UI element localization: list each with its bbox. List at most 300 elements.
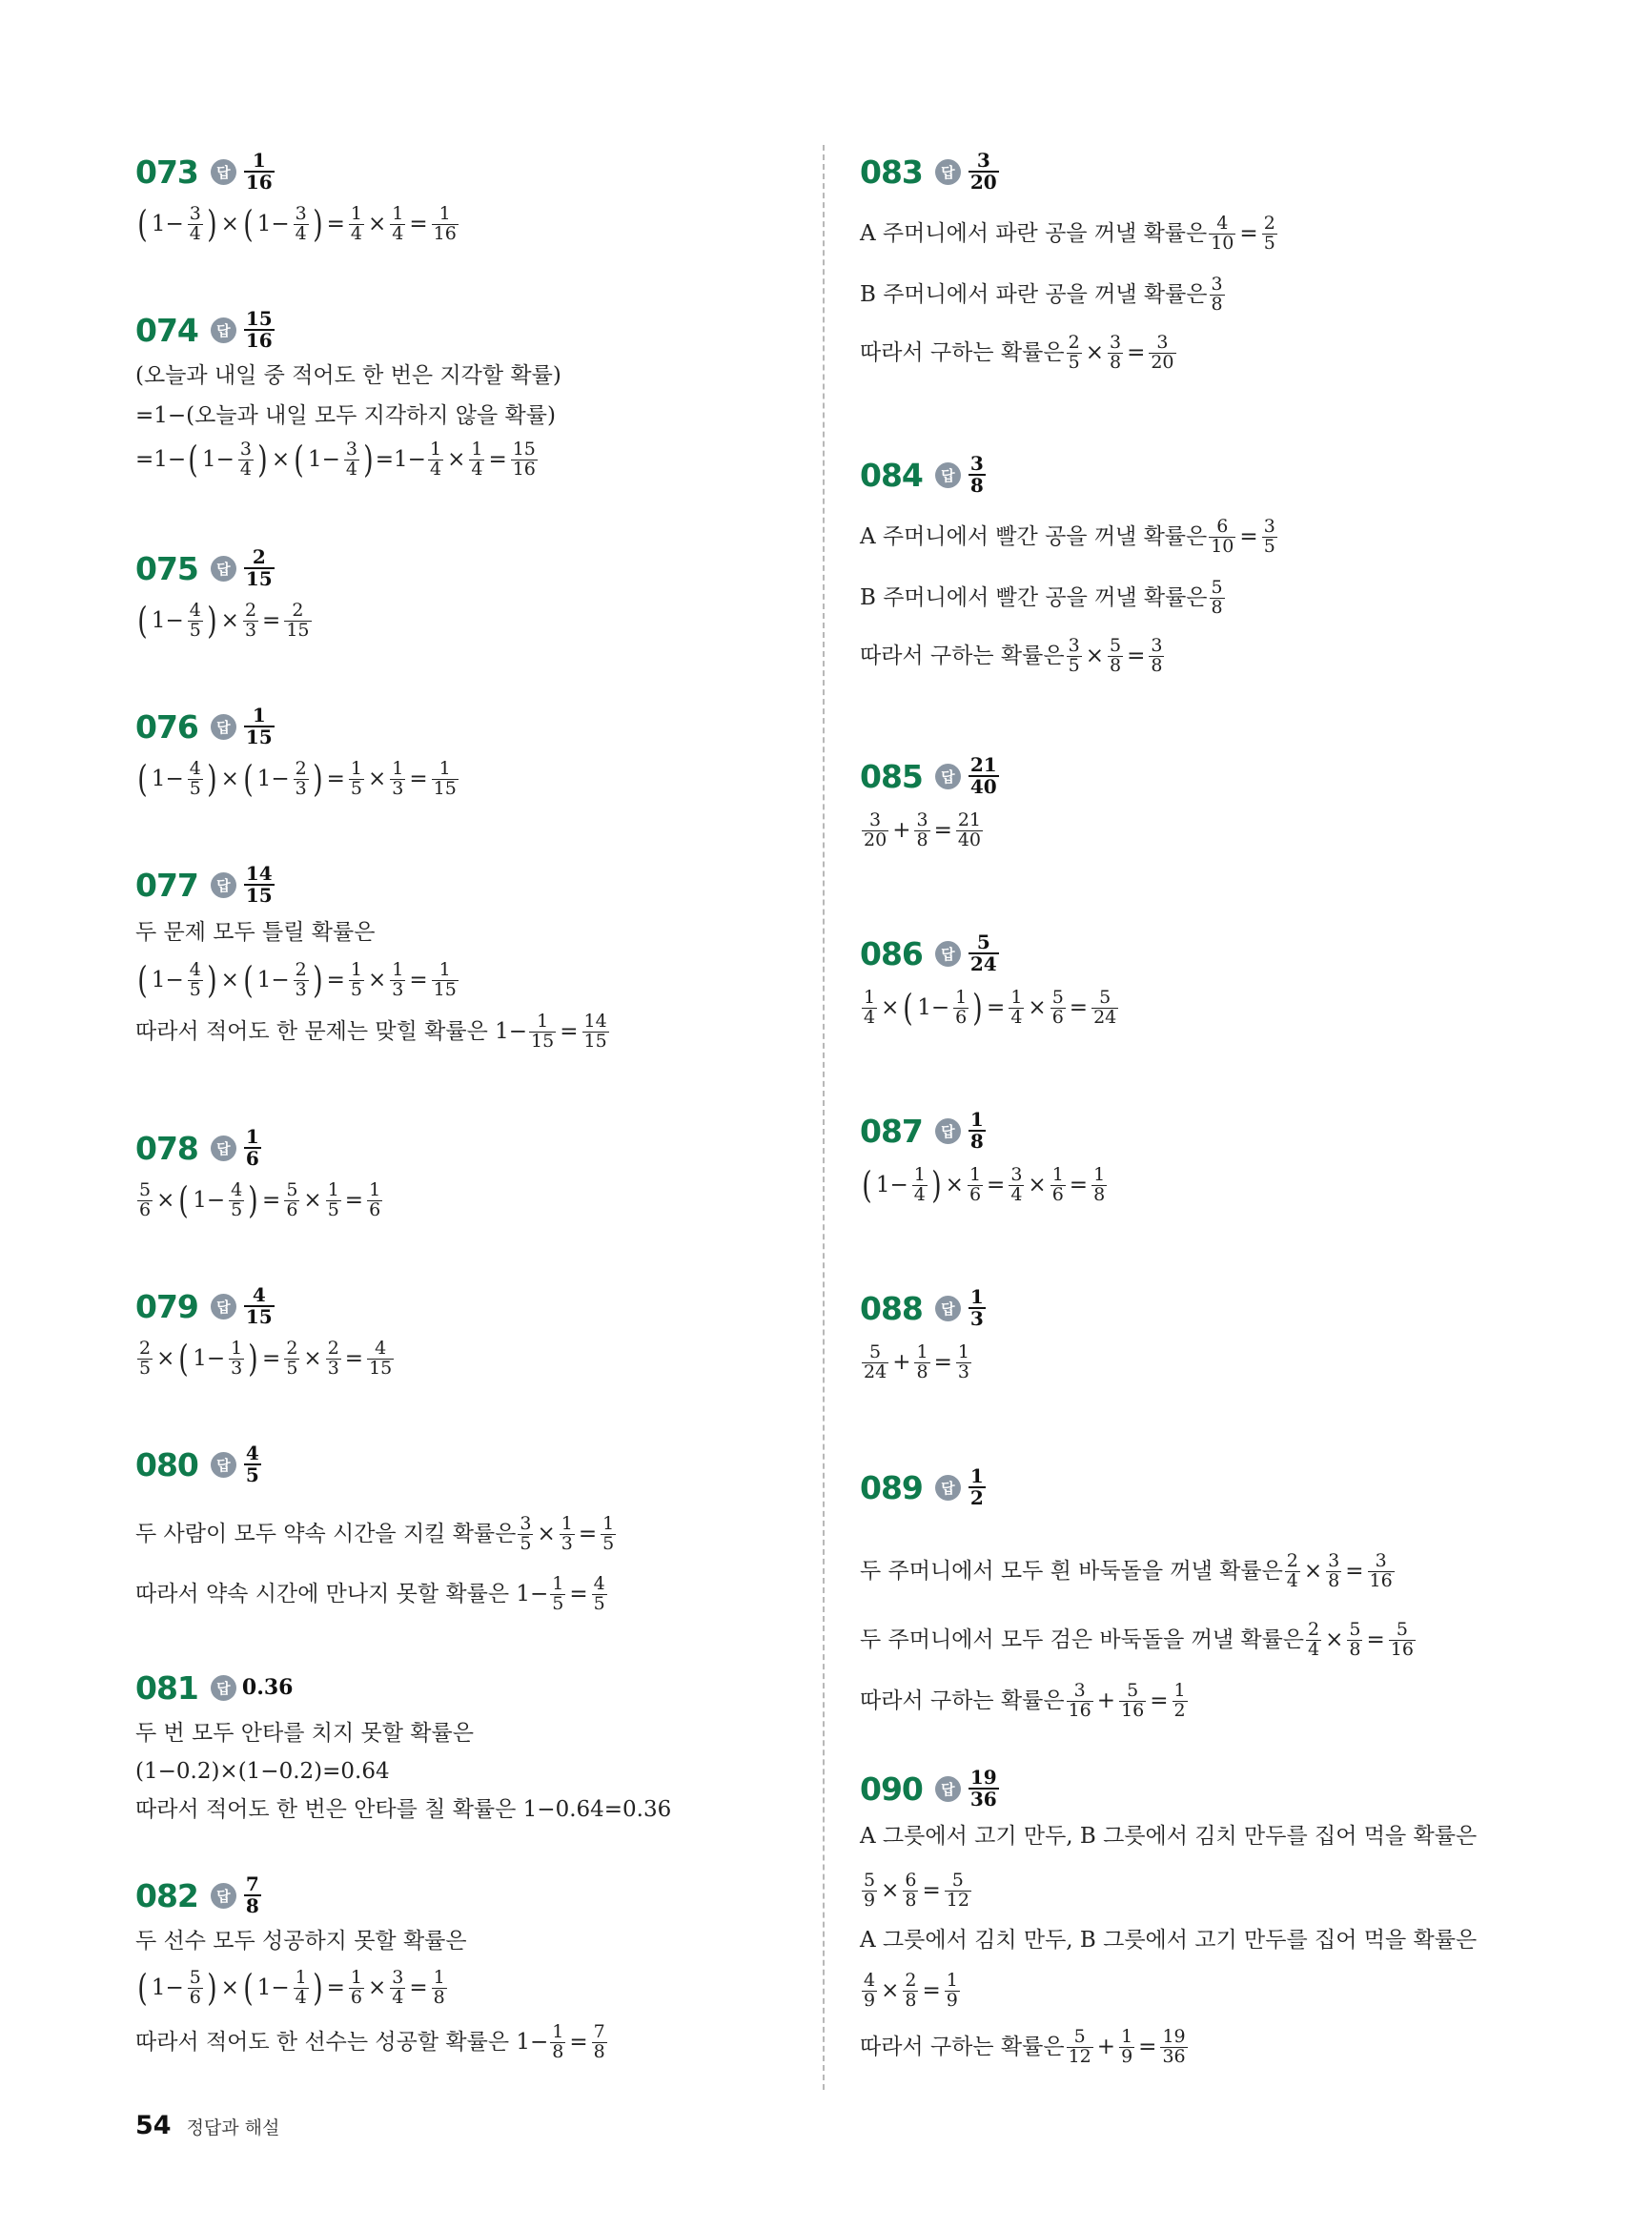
answer-fraction bbox=[969, 454, 986, 496]
denominator: 16 bbox=[1390, 1638, 1414, 1660]
numerator: 5 bbox=[189, 1966, 201, 1988]
text-run: × bbox=[945, 1172, 964, 1197]
right-paren: ) bbox=[312, 1967, 323, 2009]
text-run: = bbox=[987, 1172, 1006, 1197]
text-run: × bbox=[1028, 1172, 1047, 1197]
fraction bbox=[294, 1966, 309, 2008]
problem-076 bbox=[135, 700, 793, 805]
denominator: 8 bbox=[1328, 1569, 1340, 1591]
answer-value bbox=[967, 932, 1001, 974]
numerator: 21 bbox=[957, 808, 982, 830]
fraction bbox=[1173, 1679, 1188, 1721]
fraction bbox=[367, 1337, 394, 1379]
text-run: 1− bbox=[151, 766, 184, 791]
left-paren: ( bbox=[243, 203, 254, 245]
text-run: × bbox=[447, 446, 466, 472]
answer-denominator: 16 bbox=[245, 329, 273, 352]
answer-value bbox=[967, 1287, 988, 1329]
denominator: 3 bbox=[295, 777, 307, 799]
footer-label: 정답과 해설 bbox=[186, 2117, 280, 2138]
problem-078 bbox=[135, 1121, 793, 1226]
denominator: 5 bbox=[1263, 232, 1275, 254]
right-paren: ) bbox=[207, 600, 217, 642]
problem-header bbox=[860, 145, 1518, 198]
fraction bbox=[367, 1178, 382, 1220]
left-paren: ( bbox=[137, 959, 148, 1001]
denominator: 8 bbox=[1093, 1183, 1106, 1205]
denominator: 6 bbox=[1051, 1006, 1064, 1028]
numerator: 1 bbox=[350, 757, 362, 779]
denominator: 8 bbox=[552, 2040, 564, 2062]
denominator: 4 bbox=[864, 1006, 876, 1028]
numerator: 1 bbox=[957, 1340, 969, 1362]
text-run: = bbox=[987, 994, 1006, 1020]
solution-line bbox=[860, 326, 1518, 379]
answer-badge: 답 bbox=[211, 317, 236, 343]
text-run: × bbox=[881, 994, 900, 1020]
answer-denominator: 2 bbox=[969, 1486, 984, 1509]
numerator: 1 bbox=[1051, 1163, 1064, 1185]
answer-value bbox=[242, 1127, 263, 1169]
denominator: 36 bbox=[1162, 2045, 1186, 2067]
denominator: 5 bbox=[520, 1532, 532, 1554]
fraction bbox=[229, 1178, 244, 1220]
numerator: 19 bbox=[1162, 2025, 1186, 2047]
problem-number: 080 bbox=[135, 1445, 198, 1483]
answer-badge: 답 bbox=[935, 1118, 961, 1144]
problem-header bbox=[860, 1461, 1518, 1514]
text-run: A 주머니에서 빨간 공을 꺼낼 확률은 bbox=[860, 523, 1208, 549]
solution-line bbox=[135, 198, 793, 250]
answer-fraction bbox=[969, 932, 999, 974]
numerator: 1 bbox=[864, 986, 876, 1008]
solution-line bbox=[860, 803, 1518, 858]
denominator: 10 bbox=[1211, 535, 1234, 557]
text-run: × bbox=[220, 1974, 239, 2000]
numerator: 4 bbox=[1216, 212, 1229, 234]
numerator: 1 bbox=[1093, 1163, 1106, 1185]
fraction bbox=[390, 757, 405, 799]
numerator: 4 bbox=[189, 599, 201, 621]
answer-value bbox=[242, 706, 276, 747]
text-run: = bbox=[344, 1345, 364, 1371]
text-run: 1− bbox=[256, 967, 290, 992]
solution-line bbox=[860, 1670, 1518, 1731]
text-run: × bbox=[367, 967, 387, 992]
problem-header bbox=[135, 700, 793, 753]
denominator: 16 bbox=[1068, 1699, 1091, 1721]
numerator: 1 bbox=[438, 757, 451, 779]
denominator: 4 bbox=[295, 1986, 307, 2008]
numerator: 5 bbox=[951, 1869, 964, 1891]
answer-badge: 답 bbox=[211, 1452, 236, 1478]
denominator: 6 bbox=[1051, 1183, 1064, 1205]
right-paren: ) bbox=[312, 959, 323, 1001]
fraction bbox=[284, 1337, 299, 1379]
fraction bbox=[1209, 515, 1235, 557]
fraction bbox=[1009, 986, 1024, 1028]
fraction bbox=[582, 1010, 609, 1052]
answer-denominator: 3 bbox=[969, 1307, 984, 1330]
fraction bbox=[1149, 331, 1175, 373]
page-number: 54 bbox=[135, 2111, 172, 2140]
answer-fraction bbox=[244, 309, 275, 351]
problem-number: 076 bbox=[135, 707, 198, 746]
problem-number: 082 bbox=[135, 1876, 198, 1914]
text-run: = bbox=[409, 1974, 428, 2000]
denominator: 5 bbox=[231, 1198, 243, 1220]
fraction bbox=[284, 599, 311, 641]
answer-badge: 답 bbox=[211, 1294, 236, 1320]
denominator: 5 bbox=[1068, 654, 1080, 676]
numerator: 2 bbox=[1068, 331, 1080, 353]
answer-badge: 답 bbox=[935, 1296, 961, 1321]
text-run: × bbox=[220, 967, 239, 992]
text-run: =1− bbox=[135, 446, 187, 472]
answer-numerator: 1 bbox=[252, 149, 266, 172]
answer-numerator: 1 bbox=[252, 704, 266, 726]
text-run: 따라서 적어도 한 번은 안타를 칠 확률은 1−0.64=0.36 bbox=[135, 1796, 672, 1822]
denominator: 3 bbox=[295, 978, 307, 1000]
answer-denominator: 36 bbox=[969, 1788, 997, 1811]
denominator: 5 bbox=[189, 619, 201, 641]
fraction bbox=[1389, 1618, 1416, 1660]
problem-number: 088 bbox=[860, 1289, 923, 1327]
text-run: + bbox=[892, 817, 911, 843]
answer-numerator: 2 bbox=[252, 545, 266, 568]
fraction bbox=[188, 1966, 203, 2008]
denominator: 9 bbox=[1121, 2045, 1133, 2067]
fraction bbox=[344, 440, 359, 480]
denominator: 20 bbox=[1151, 351, 1174, 373]
numerator: 2 bbox=[1286, 1549, 1298, 1571]
fraction bbox=[1209, 212, 1235, 254]
answer-fraction bbox=[244, 1874, 261, 1916]
numerator: 3 bbox=[1156, 331, 1169, 353]
answer-numerator: 14 bbox=[245, 862, 273, 885]
left-paren: ( bbox=[294, 439, 304, 481]
denominator: 5 bbox=[602, 1532, 615, 1554]
denominator: 3 bbox=[561, 1532, 573, 1554]
problem-number: 084 bbox=[860, 456, 923, 494]
fraction bbox=[1347, 1618, 1362, 1660]
text-run: B 주머니에서 빨간 공을 꺼낼 확률은 bbox=[860, 584, 1208, 610]
problem-number: 078 bbox=[135, 1129, 198, 1167]
problem-085 bbox=[860, 749, 1518, 858]
fraction bbox=[390, 202, 405, 244]
fraction bbox=[188, 599, 203, 641]
text-run: 1− bbox=[193, 1187, 226, 1213]
problem-number: 090 bbox=[860, 1770, 923, 1808]
denominator: 4 bbox=[1010, 1183, 1023, 1205]
answer-fraction bbox=[244, 706, 275, 747]
fraction bbox=[1368, 1549, 1395, 1591]
denominator: 9 bbox=[864, 1889, 876, 1911]
numerator: 15 bbox=[512, 438, 536, 460]
fraction bbox=[137, 1178, 153, 1220]
numerator: 5 bbox=[1051, 986, 1064, 1008]
text-run: = bbox=[922, 1877, 941, 1903]
answer-fraction bbox=[969, 1287, 986, 1329]
numerator: 2 bbox=[286, 1337, 298, 1359]
denominator: 8 bbox=[1151, 654, 1163, 676]
denominator: 5 bbox=[286, 1357, 298, 1379]
denominator: 6 bbox=[139, 1198, 152, 1220]
text-run: = bbox=[560, 1018, 579, 1044]
numerator: 5 bbox=[1211, 576, 1223, 598]
text-run: 1− bbox=[307, 446, 340, 472]
denominator: 8 bbox=[1109, 654, 1122, 676]
solution-line bbox=[860, 204, 1518, 263]
fraction bbox=[1108, 634, 1123, 676]
fraction bbox=[1091, 986, 1118, 1028]
solution-line bbox=[135, 595, 793, 646]
text-run: = bbox=[1127, 643, 1146, 668]
fraction bbox=[550, 1572, 565, 1614]
text-run: 두 주머니에서 모두 흰 바둑돌을 꺼낼 확률은 bbox=[860, 1558, 1283, 1584]
numerator: 2 bbox=[244, 599, 257, 621]
right-paren: ) bbox=[972, 987, 983, 1029]
answer-fraction bbox=[969, 1466, 986, 1508]
fraction bbox=[862, 1869, 877, 1911]
text-run: 1− bbox=[151, 1974, 184, 2000]
numerator: 3 bbox=[869, 808, 882, 830]
text-run: = bbox=[569, 1581, 588, 1606]
text-run: = bbox=[409, 967, 428, 992]
left-paren: ( bbox=[243, 758, 254, 800]
fraction bbox=[1050, 986, 1066, 1028]
denominator: 24 bbox=[1093, 1006, 1117, 1028]
fraction bbox=[1149, 634, 1164, 676]
denominator: 4 bbox=[345, 458, 357, 480]
fraction bbox=[349, 757, 364, 799]
problem-number: 079 bbox=[135, 1287, 198, 1325]
answer-badge: 답 bbox=[211, 1675, 236, 1701]
text-run: B 주머니에서 파란 공을 꺼낼 확률은 bbox=[860, 281, 1208, 307]
answer-fraction bbox=[969, 151, 999, 193]
text-run: × bbox=[1028, 994, 1047, 1020]
fraction bbox=[326, 1337, 341, 1379]
right-paren: ) bbox=[931, 1164, 942, 1206]
denominator: 5 bbox=[139, 1357, 152, 1379]
solution-line bbox=[135, 395, 793, 437]
fraction bbox=[188, 202, 203, 244]
right-paren: ) bbox=[207, 959, 217, 1001]
problem-header bbox=[135, 1438, 793, 1491]
solution-line bbox=[135, 1333, 793, 1384]
solution-line bbox=[135, 1504, 793, 1564]
fraction bbox=[349, 958, 364, 1000]
numerator: 14 bbox=[583, 1010, 607, 1032]
text-run: = bbox=[1138, 2034, 1157, 2059]
problem-081 bbox=[135, 1661, 793, 1829]
text-run: = bbox=[578, 1521, 598, 1546]
text-run: + bbox=[1096, 2034, 1116, 2059]
solution-line bbox=[860, 1335, 1518, 1390]
numerator: 1 bbox=[392, 202, 404, 224]
fraction bbox=[1326, 1549, 1341, 1591]
text-run: × bbox=[367, 211, 387, 236]
problem-header bbox=[135, 1661, 793, 1714]
problem-header bbox=[135, 303, 793, 357]
numerator: 1 bbox=[946, 1969, 958, 1991]
fraction bbox=[188, 757, 203, 799]
left-paren: ( bbox=[137, 1967, 148, 2009]
text-run: = bbox=[326, 967, 345, 992]
answer-denominator: 15 bbox=[245, 884, 273, 907]
text-run: A 그릇에서 고기 만두, B 그릇에서 김치 만두를 집어 먹을 확률은 bbox=[860, 1823, 1478, 1849]
left-paren: ( bbox=[178, 1179, 189, 1221]
fraction bbox=[1119, 2025, 1134, 2067]
numerator: 1 bbox=[231, 1337, 243, 1359]
denominator: 5 bbox=[350, 777, 362, 799]
denominator: 5 bbox=[189, 978, 201, 1000]
solution-line bbox=[135, 953, 793, 1007]
denominator: 5 bbox=[1263, 535, 1275, 557]
denominator: 16 bbox=[1121, 1699, 1145, 1721]
answer-badge: 답 bbox=[935, 462, 961, 488]
solution-line bbox=[135, 1564, 793, 1625]
denominator: 4 bbox=[471, 458, 483, 480]
denominator: 6 bbox=[350, 1986, 362, 2008]
text-run: 두 문제 모두 틀릴 확률은 bbox=[135, 919, 376, 945]
numerator: 1 bbox=[438, 202, 451, 224]
text-run: = bbox=[1150, 1688, 1169, 1713]
text-run: = bbox=[1239, 523, 1258, 549]
answer-value bbox=[242, 1285, 276, 1327]
left-paren: ( bbox=[243, 959, 254, 1001]
numerator: 1 bbox=[350, 202, 362, 224]
text-run: 두 사람이 모두 약속 시간을 지킬 확률은 bbox=[135, 1521, 517, 1546]
numerator: 4 bbox=[375, 1337, 387, 1359]
text-run: 1− bbox=[151, 967, 184, 992]
text-run: × bbox=[1325, 1626, 1344, 1652]
right-paren: ) bbox=[363, 439, 374, 481]
right-paren: ) bbox=[248, 1179, 258, 1221]
text-run: 1− bbox=[256, 766, 290, 791]
problem-082 bbox=[135, 1869, 793, 2069]
denominator: 4 bbox=[1308, 1638, 1320, 1660]
answer-denominator: 8 bbox=[245, 1894, 259, 1917]
answer-denominator: 40 bbox=[969, 775, 997, 798]
fraction bbox=[945, 1869, 971, 1911]
numerator: 1 bbox=[327, 1178, 339, 1200]
fraction bbox=[1262, 212, 1277, 254]
denominator: 2 bbox=[1173, 1699, 1186, 1721]
text-run: = bbox=[488, 446, 507, 472]
answer-value bbox=[967, 1768, 1001, 1810]
numerator: 3 bbox=[295, 202, 307, 224]
answer-value bbox=[242, 1443, 263, 1485]
fraction bbox=[326, 1178, 341, 1220]
denominator: 15 bbox=[286, 619, 310, 641]
numerator: 5 bbox=[1349, 1618, 1361, 1640]
solution-line bbox=[860, 507, 1518, 566]
numerator: 4 bbox=[864, 1969, 876, 1991]
solution-line bbox=[135, 1922, 793, 1960]
problem-074 bbox=[135, 303, 793, 482]
solution-line bbox=[860, 1857, 1518, 1924]
problem-number: 083 bbox=[860, 153, 923, 191]
numerator: 3 bbox=[1073, 1679, 1086, 1701]
text-run: =1−(오늘과 내일 모두 지각하지 않을 확률) bbox=[135, 402, 556, 428]
text-run: = bbox=[344, 1187, 364, 1213]
text-run: = bbox=[326, 766, 345, 791]
denominator: 8 bbox=[905, 1889, 917, 1911]
answer-value bbox=[242, 151, 276, 193]
fraction bbox=[912, 1163, 928, 1205]
problem-header bbox=[860, 448, 1518, 501]
fraction bbox=[1108, 331, 1123, 373]
numerator: 1 bbox=[969, 1163, 982, 1185]
numerator: 1 bbox=[392, 958, 404, 980]
fraction bbox=[560, 1512, 575, 1554]
numerator: 3 bbox=[189, 202, 201, 224]
text-run: 1− bbox=[151, 211, 184, 236]
fraction bbox=[862, 1969, 877, 2011]
answer-badge: 답 bbox=[211, 1883, 236, 1909]
text-run: × bbox=[156, 1345, 175, 1371]
denominator: 8 bbox=[916, 829, 928, 850]
solution-line bbox=[860, 1815, 1518, 1857]
solution-line bbox=[860, 1609, 1518, 1670]
numerator: 2 bbox=[295, 958, 307, 980]
solution-line bbox=[860, 2025, 1518, 2069]
fraction bbox=[1119, 1679, 1146, 1721]
answer-denominator: 5 bbox=[245, 1463, 259, 1486]
solution-line bbox=[860, 263, 1518, 326]
fraction bbox=[432, 958, 459, 1000]
numerator: 1 bbox=[438, 958, 451, 980]
text-run: × bbox=[1085, 339, 1104, 365]
denominator: 3 bbox=[231, 1357, 243, 1379]
fraction bbox=[469, 440, 484, 480]
solution-line bbox=[860, 1157, 1518, 1213]
fraction bbox=[188, 958, 203, 1000]
numerator: 4 bbox=[189, 958, 201, 980]
fraction bbox=[914, 1340, 929, 1382]
problem-090 bbox=[860, 1762, 1518, 2069]
problem-075 bbox=[135, 542, 793, 646]
fraction bbox=[432, 1966, 447, 2008]
text-run: = bbox=[326, 211, 345, 236]
left-paren: ( bbox=[178, 1338, 189, 1380]
text-run: × bbox=[156, 1187, 175, 1213]
numerator: 4 bbox=[593, 1572, 605, 1594]
numerator: 7 bbox=[593, 2020, 605, 2042]
solution-line bbox=[135, 1960, 793, 2015]
denominator: 5 bbox=[350, 978, 362, 1000]
answer-value bbox=[242, 1874, 263, 1916]
denominator: 8 bbox=[1211, 293, 1223, 315]
text-run: + bbox=[892, 1349, 911, 1375]
answer-numerator: 4 bbox=[252, 1283, 266, 1306]
solution-line bbox=[135, 753, 793, 805]
problem-header bbox=[860, 927, 1518, 980]
solution-line bbox=[860, 1956, 1518, 2025]
text-run: 두 번 모두 안타를 치지 못할 확률은 bbox=[135, 1720, 474, 1746]
text-run: = bbox=[262, 1345, 281, 1371]
numerator: 5 bbox=[139, 1178, 152, 1200]
answer-value bbox=[967, 454, 988, 496]
problem-080 bbox=[135, 1438, 793, 1625]
numerator: 1 bbox=[552, 2020, 564, 2042]
numerator: 3 bbox=[345, 438, 357, 460]
left-paren: ( bbox=[137, 600, 148, 642]
answer-denominator: 20 bbox=[969, 171, 997, 194]
text-run: + bbox=[1096, 1688, 1116, 1713]
answer-badge: 답 bbox=[935, 1776, 961, 1802]
